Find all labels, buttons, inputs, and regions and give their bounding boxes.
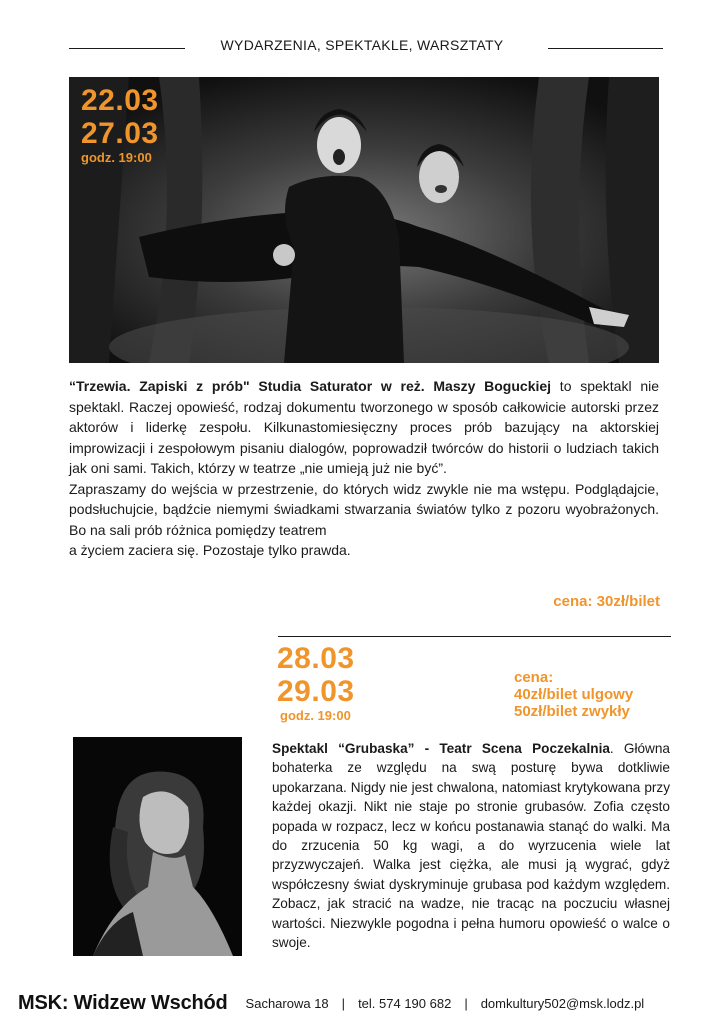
event2-dates <box>277 642 355 724</box>
footer <box>18 988 708 1018</box>
header-rule-right <box>548 48 663 49</box>
event2-time: godz. 19:00 <box>280 708 351 723</box>
footer-phone: tel. 574 190 682 <box>358 995 452 1011</box>
footer-separator: | <box>464 995 468 1011</box>
footer-separator: | <box>341 995 346 1011</box>
event1-date-start: 22.03 <box>81 84 159 117</box>
footer-logo: MSK: Widzew Wschód <box>18 991 228 1014</box>
footer-email: domkultury502@msk.lodz.pl <box>480 995 645 1011</box>
event1-date-end: 27.03 <box>81 117 159 150</box>
event1-description <box>69 376 659 561</box>
footer-contact <box>246 996 645 1011</box>
event2-date-start: 28.03 <box>277 642 355 675</box>
event2-price-label: cena: <box>514 669 554 686</box>
event1-description-p3: a życiem zaciera się. Pozostaje tylko prawda. <box>69 542 351 558</box>
event1-title: “Trzewia. Zapiski z prób" Studia Saturator w reż. Maszy Boguckiej <box>69 378 552 394</box>
event2-photo <box>73 737 242 956</box>
event2-price-normal: 50zł/bilet zwykły <box>514 703 630 720</box>
event2-price-reduced: 40zł/bilet ulgowy <box>514 686 634 703</box>
event1-time: godz. 19:00 <box>81 150 152 165</box>
section-divider <box>278 636 671 637</box>
event2-date-end: 29.03 <box>277 675 355 708</box>
event1-price: cena: 30zł/bilet <box>553 593 660 610</box>
event2-description-text: . Główna bohaterka ze względu na swą posturę bywa dotkliwie upokarzana. Nigdy nie jest chwalona, natomiast krytykowana przy każdej okazji. Nikt nie staje po stronie grubasów. Zofia często popada w rozpacz, lecz w końcu postanawia stanąć do walki. Ma do zrzucenia 50 kg wagi, a do wyrzucenia wiele lat przyzwyczajeń. Walka jest ciężka, ale musi ją wygrać, gdyż współczesny świat dyskryminuje grubasa pod każdym względem. Zobacz, jak stracić na wadze, nie tracąc na poczuciu własnej wartości. Niezwykle pogodna i pełna humoru opowieść o walce o swoje. <box>272 741 670 951</box>
event1-description-p2: Zapraszamy do wejścia w przestrzenie, do których widz zwykle nie ma wstępu. Podglądajcie, podsłuchujcie, bądźcie niemymi świadkami stwarzania światów tylko z pozoru wyobrażonych. Bo na sali prób różnica pomiędzy teatrem <box>69 480 659 538</box>
event1-dates <box>81 84 159 166</box>
event2-title: Spektakl “Grubaska” - Teatr Scena Poczekalnia <box>272 741 610 756</box>
event2-price <box>514 669 633 720</box>
event2-photo-illustration <box>73 737 242 956</box>
event2-description <box>272 739 670 952</box>
event1-description-p1: to spektakl nie spektakl. Raczej opowieść, rodzaj dokumentu tworzonego w sposób całkowicie autorski przez aktorów i liderkę zespołu. Kilkunastomiesięczny proces prób bazujący na aktorskiej improwizacji i zespołowym pisaniu dialogów, poprowadził twórców do historii o ludziach takich jak oni sami. Takich, którzy w teatrze „nie umieją już nie być”. <box>69 378 659 476</box>
section-title: WYDARZENIA, SPEKTAKLE, WARSZTATY <box>220 37 504 53</box>
footer-address: Sacharowa 18 <box>245 995 329 1011</box>
